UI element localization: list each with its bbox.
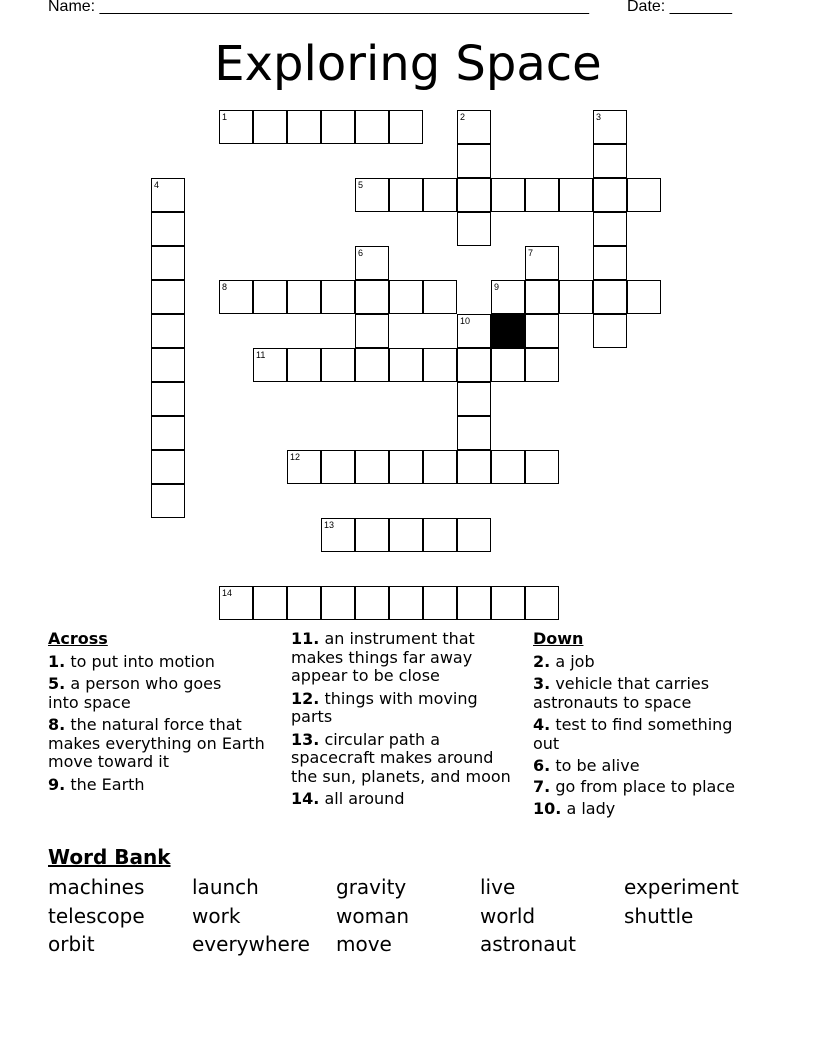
word-bank-item: orbit (48, 932, 95, 956)
crossword-cell[interactable] (321, 586, 355, 620)
crossword-cell[interactable] (525, 450, 559, 484)
word-bank-item: machines (48, 875, 145, 899)
crossword-cell[interactable] (321, 518, 355, 552)
crossword-cell[interactable] (457, 518, 491, 552)
crossword-cell[interactable] (151, 450, 185, 484)
clue-number: 5 (358, 180, 364, 190)
word-bank-item: shuttle (624, 904, 694, 928)
crossword-cell[interactable] (627, 280, 661, 314)
crossword-cell[interactable] (151, 280, 185, 314)
date-field-label: Date: _______ (627, 0, 732, 15)
crossword-cell[interactable] (219, 110, 253, 144)
crossword-cell[interactable] (287, 280, 321, 314)
crossword-cell[interactable] (525, 246, 559, 280)
crossword-cell[interactable] (593, 314, 627, 348)
crossword-cell[interactable] (287, 450, 321, 484)
clue-number: 3 (596, 112, 602, 122)
crossword-cell[interactable] (423, 450, 457, 484)
word-bank-item: work (192, 904, 241, 928)
crossword-cell[interactable] (457, 144, 491, 178)
word-bank-item: woman (336, 904, 410, 928)
crossword-cell[interactable] (525, 586, 559, 620)
clue-across-13: 13. circular path a spacecraft makes around the sun, planets, and moon (291, 729, 511, 786)
crossword-cell[interactable] (151, 178, 185, 212)
crossword-cell[interactable] (457, 110, 491, 144)
word-bank-item: telescope (48, 904, 145, 928)
clue-across-12: 12. things with moving parts (291, 688, 478, 726)
crossword-cell[interactable] (457, 348, 491, 382)
word-bank-item: astronaut (480, 932, 576, 956)
crossword-cell[interactable] (389, 450, 423, 484)
crossword-cell[interactable] (593, 178, 627, 212)
page-title: Exploring Space (214, 36, 602, 92)
crossword-cell[interactable] (355, 586, 389, 620)
clue-number: 14 (222, 588, 233, 598)
crossword-cell[interactable] (253, 348, 287, 382)
crossword-cell[interactable] (389, 586, 423, 620)
crossword-cell[interactable] (389, 110, 423, 144)
crossword-cell[interactable] (423, 586, 457, 620)
crossword-cell[interactable] (491, 586, 525, 620)
word-bank-item: launch (192, 875, 259, 899)
crossword-cell[interactable] (525, 348, 559, 382)
crossword-cell[interactable] (253, 586, 287, 620)
crossword-cell[interactable] (389, 348, 423, 382)
crossword-cell[interactable] (491, 348, 525, 382)
crossword-cell[interactable] (287, 348, 321, 382)
crossword-cell[interactable] (321, 348, 355, 382)
clue-down-7: 7. go from place to place (533, 776, 735, 796)
crossword-cell[interactable] (253, 280, 287, 314)
clue-number: 8 (222, 282, 228, 292)
clue-number: 13 (324, 520, 335, 530)
crossword-cell[interactable] (355, 246, 389, 280)
word-bank-item: experiment (624, 875, 739, 899)
clue-across-8: 8. the natural force that makes everything on Earth move toward it (48, 715, 265, 771)
crossword-cell[interactable] (253, 110, 287, 144)
black-square (491, 314, 525, 348)
crossword-cell[interactable] (491, 280, 525, 314)
clue-across-14: 14. all around (291, 789, 405, 808)
crossword-cell[interactable] (355, 314, 389, 348)
crossword-cell[interactable] (151, 382, 185, 416)
crossword-cell[interactable] (219, 280, 253, 314)
crossword-cell[interactable] (593, 212, 627, 246)
crossword-cell[interactable] (423, 178, 457, 212)
crossword-cell[interactable] (389, 178, 423, 212)
clue-down-3: 3. vehicle that carries astronauts to space (533, 674, 710, 712)
word-bank-item: world (480, 904, 536, 928)
word-bank-heading: Word Bank (48, 845, 171, 869)
clue-number: 7 (528, 248, 534, 258)
clue-number: 10 (460, 316, 471, 326)
clue-number: 12 (290, 452, 301, 462)
clue-number: 1 (222, 112, 228, 122)
crossword-cell[interactable] (627, 178, 661, 212)
clue-down-2: 2. a job (533, 651, 595, 671)
crossword-cell[interactable] (389, 280, 423, 314)
crossword-cell[interactable] (355, 110, 389, 144)
crossword-cell[interactable] (491, 450, 525, 484)
crossword-cell[interactable] (593, 144, 627, 178)
crossword-cell[interactable] (321, 110, 355, 144)
across-heading: Across (48, 629, 108, 648)
clue-number: 2 (460, 112, 466, 122)
crossword-cell[interactable] (525, 314, 559, 348)
across-clues-column-2 (291, 630, 523, 813)
clue-down-10: 10. a lady (533, 799, 616, 818)
crossword-cell[interactable] (219, 586, 253, 620)
clue-across-9: 9. the Earth (48, 774, 145, 794)
clue-down-4: 4. test to find something out (533, 715, 733, 753)
crossword-cell[interactable] (355, 280, 389, 314)
across-clues-column-1 (48, 630, 280, 798)
crossword-cell[interactable] (525, 280, 559, 314)
down-clues-column (533, 630, 758, 823)
down-heading: Down (533, 629, 584, 648)
crossword-cell[interactable] (355, 518, 389, 552)
crossword-cell[interactable] (593, 110, 627, 144)
word-bank-item: move (336, 932, 392, 956)
crossword-cell[interactable] (355, 178, 389, 212)
clue-across-11: 11. an instrument that makes things far away appear to be close (291, 629, 475, 685)
crossword-cell[interactable] (151, 246, 185, 280)
clue-number: 6 (358, 248, 364, 258)
crossword-cell[interactable] (355, 450, 389, 484)
crossword-cell[interactable] (423, 348, 457, 382)
crossword-cell[interactable] (151, 484, 185, 518)
crossword-cell[interactable] (287, 110, 321, 144)
clue-across-5: 5. a person who goes into space (48, 674, 222, 712)
name-field-label: Name: _______________________________________________________ (48, 0, 589, 15)
crossword-cell[interactable] (525, 178, 559, 212)
crossword-cell[interactable] (151, 348, 185, 382)
clue-number: 11 (256, 350, 266, 360)
crossword-cell[interactable] (321, 280, 355, 314)
word-bank-item: everywhere (192, 932, 310, 956)
crossword-cell[interactable] (457, 450, 491, 484)
crossword-cell[interactable] (151, 212, 185, 246)
crossword-cell[interactable] (151, 416, 185, 450)
crossword-cell[interactable] (457, 314, 491, 348)
crossword-cell[interactable] (559, 178, 593, 212)
crossword-cell[interactable] (389, 518, 423, 552)
crossword-cell[interactable] (457, 212, 491, 246)
word-bank-item: live (480, 875, 516, 899)
crossword-cell[interactable] (457, 416, 491, 450)
clue-number: 9 (494, 282, 500, 292)
crossword-cell[interactable] (151, 314, 185, 348)
crossword-cell[interactable] (287, 586, 321, 620)
crossword-cell[interactable] (593, 280, 627, 314)
clue-number: 4 (154, 180, 160, 190)
crossword-cell[interactable] (423, 518, 457, 552)
clue-across-1: 1. to put into motion (48, 651, 215, 671)
crossword-cell[interactable] (355, 348, 389, 382)
crossword-cell[interactable] (491, 178, 525, 212)
crossword-cell[interactable] (593, 246, 627, 280)
crossword-cell[interactable] (457, 382, 491, 416)
crossword-cell[interactable] (457, 178, 491, 212)
word-bank-item: gravity (336, 875, 407, 899)
crossword-cell[interactable] (559, 280, 593, 314)
crossword-cell[interactable] (457, 586, 491, 620)
crossword-cell[interactable] (423, 280, 457, 314)
crossword-cell[interactable] (321, 450, 355, 484)
clue-down-6: 6. to be alive (533, 756, 640, 775)
